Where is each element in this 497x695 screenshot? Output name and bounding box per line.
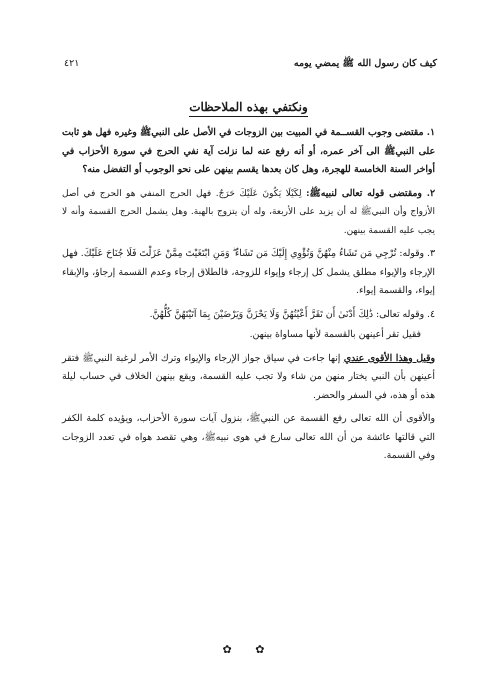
page-number: ٤٢١ [64,58,80,69]
running-header [64,57,437,71]
paragraph-7 [62,410,435,466]
paragraph-4-text: ٤. وقوله تعالى: ذَٰلِكَ أَدْنَىٰ أَن تَقَرَّ أَعْيُنُهُنَّ وَلَا يَحْزَنَّ وَيَرْضَيْنَ بِمَا آتَيْتَهُنَّ كُلُّهُنَّ. [149,308,435,320]
paragraph-5 [62,326,435,345]
paragraph-6 [62,350,435,406]
paragraph-5-text: فقيل تقر أعينهن بالقسمة لأنها مساواة بينهن. [249,329,421,340]
paragraph-6-text: إنها جاءت في سياق جواز الإرجاء والإيواء وترك الأمر لرغبة النبيﷺ فتقر أعينهن بأن النبي يختار منهن من شاء ولا تجب عليه القسمة، ويقع بينهن الخلاف في حساب ليلة هذه أو هذه، في السفر والحضر. [62,352,435,401]
paragraph-3 [62,245,435,301]
paragraph-2 [62,185,435,241]
section-title-text: ونكتفي بهذه الملاحظات [189,100,308,117]
paragraph-2-bold: ٢. ومقتضى قوله تعالى لنبيهﷺ: [306,187,435,199]
paragraph-1-bold: ١. مقتضى وجوب القســمة في المبيت بين الزوجات في الأصل على النبيﷺ وغيره فهل هو ثابت على النبيﷺ الى آخر عمره، أو أنه رفع عنه لما نزلت آية نفي الحرج في سورة الأحزاب في أواخر السنة الخامسة للهجرة، وهل كان بعدها يقسم بينهن على نحو الوجوب أو التفضل منه؟ [62,127,435,175]
end-ornament: ✿ ✿ [222,643,275,656]
document-body [62,124,435,471]
paragraph-6-underlined: وقيل وهذا الأقوى عندي [343,352,435,364]
paragraph-4 [62,306,435,325]
paragraph-7-text: والأقوى أن الله تعالى رفع القسمة عن النبيﷺ، بنزول آيات سورة الأحزاب، ويؤيده كلمة الكفر التي قالتها عائشة من أن الله تعالى سارع في هوى نبيهﷺ، وهي تقصد هواه في تعدد الزوجات وفي القسمة. [62,413,435,461]
paragraph-2-text: لِكَيْلَا يَكُونَ عَلَيْكَ حَرَجٌ. فهل الحرج المنفي هو الحرج في أصل الأزواج وأن النبيﷺ له أن يزيد على الأربعة، وله أن يتزوج بالهبة. وهل يشمل الحرج القسمة وأنه لا يجب عليه القسمة بينهن. [62,188,435,236]
paragraph-1 [62,124,435,180]
section-title [0,100,497,114]
header-title: كيف كان رسول الله ﷺ يمضي يومه [293,58,437,69]
paragraph-3-text: ٣. وقوله: تُرْجِي مَن تَشَاءُ مِنْهُنَّ وَتُؤْوِي إِلَيْكَ مَن تَشَاءُ ۖ وَمَنِ ابْتَغَيْتَ مِمَّنْ عَزَلْتَ فَلَا جُنَاحَ عَلَيْكَ. فهل الإرجاء والإيواء مطلق يشمل كل إرجاء وإيواء للزوجة، فالطلاق إرجاء وعدم القسمة إرجاؤ، والإبقاء إيواء، والقسمة إيواء. [62,248,435,296]
